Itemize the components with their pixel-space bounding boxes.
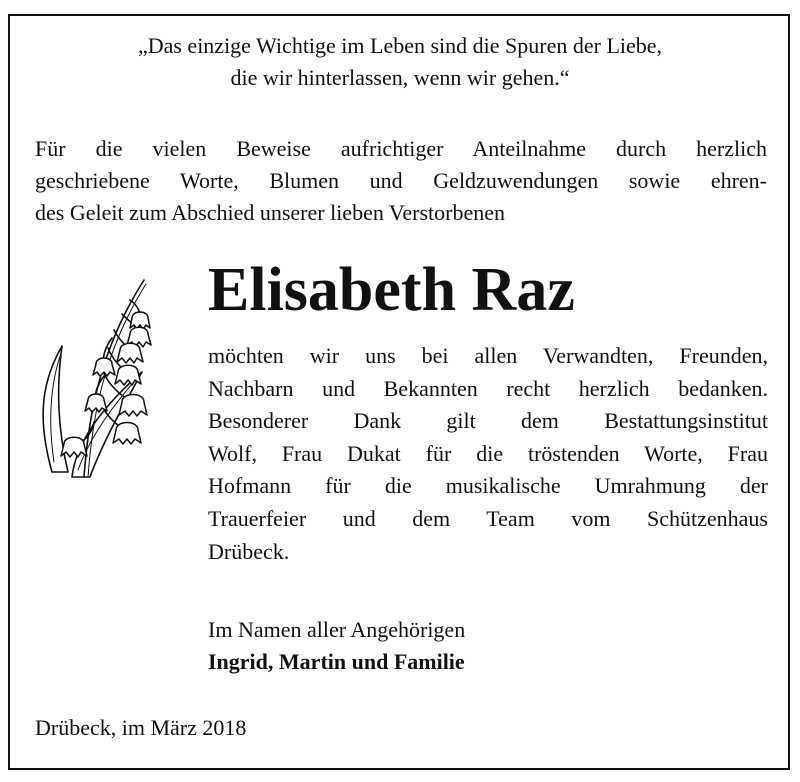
deceased-name: Elisabeth Raz [208,256,575,324]
intro-paragraph [35,133,767,229]
bell-shape [115,365,141,385]
place-date: Drübeck, im März 2018 [35,715,247,740]
thanks-line: Besonderer Dank gilt dem Bestattungsinstitut [208,408,768,434]
thanks-line: Wolf, Frau Dukat für die tröstenden Worte, Frau [208,440,768,466]
thanks-line: Drübeck. [208,538,290,564]
signoff-names: Ingrid, Martin und Familie [208,649,465,674]
signoff [208,614,465,678]
quote-line: „Das einzige Wichtige im Leben sind die Spuren der Liebe, [137,33,663,58]
bell-shape [85,394,107,412]
intro-line: des Geleit zum Abschied unserer lieben Verstorbenen [35,200,506,225]
thanks-paragraph [208,340,768,568]
intro-line: Für die vielen Beweise aufrichtiger Anteilnahme durch herzlich [35,136,767,161]
thanks-line: Nachbarn und Bekannten recht herzlich bedanken. [208,375,768,401]
intro-line: geschriebene Worte, Blumen und Geldzuwendungen sowie ehren- [35,168,767,193]
thanks-line: Hofmann für die musikalische Umrahmung der [208,473,768,499]
thanks-line: möchten wir uns bei allen Verwandten, Freunden, [208,343,768,368]
signoff-intro: Im Namen aller Angehörigen [208,617,466,642]
bell-shape [113,423,141,445]
quote-line: die wir hinterlassen, wenn wir gehen.“ [230,65,570,90]
lily-of-the-valley-icon [32,272,172,482]
memorial-quote [0,30,800,94]
thanks-line: Trauerfeier und dem Team vom Schützenhaus [208,505,768,531]
bell-shape [117,343,143,363]
bell-shape [130,312,150,329]
bell-shape [119,395,147,417]
